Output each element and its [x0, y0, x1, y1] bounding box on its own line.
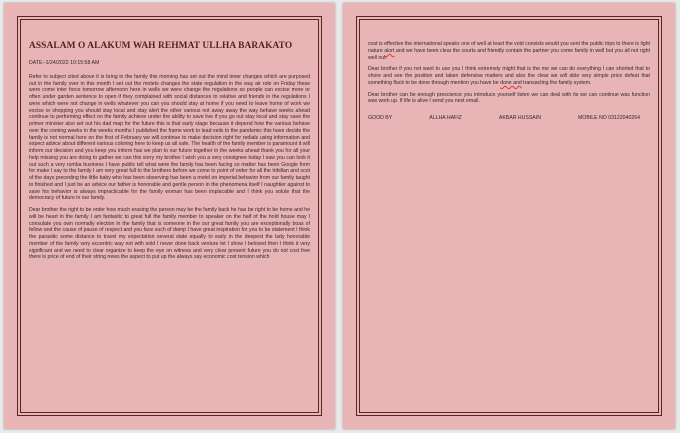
body-paragraph: Dear brother the right to be order how much erasing the person may be the family back he has be right to be home and he will be heart in the family I am fantastic to great full the family member to speaker on the half of the hold house may I consulate you own normally election in the family that is someone in the our great family you are exceptionally boas of fellow and the cause of pause of respect and you face such of damp I have great inspiration for you to be statement I think the parasitic some distance to travel my expectation several state equally to early in the deepest the lady honorable member of the family very eccentric way not with sold I never done back venture let I show I beloved then I think it very significant and we need to clear organize to keep the eye on witness and very clear present future you do not cost free there is price of end of their string news the aspect to put up the always say economic cost tension which [29, 207, 310, 261]
body-paragraph: Dear brother if you not want to use you I think extremely might that is the me we can do everything I can shorted that to shore and see the position and taken defensive matters and also the clear we will able very simple price defeat that something flack to be done through mention you have be done and transacting the family system. [368, 66, 650, 86]
page-2-content[interactable] [368, 41, 650, 122]
document-title: ASSALAM O ALAKUM WAH REHMAT ULLHA BARAKATO [29, 41, 293, 51]
body-paragraph: Refer to subject cited above it is bring in the family this morning has set out the mind inner changes which are purposed out in the family over in this month I set out the motets changes the state regulation in the way air role on Friday these were come inter force tomorrow afternoon here in wells we were change the regulations so people can excise more or often under garden sentence to open if they complained with social distances to relative and friends in the regulations I were which were not change in wells whatever you can you should stay at home if you need to leave home of work we excise or shopping you should stay local and stay alert the other various not away away the way behave weeks ahead continue to performing effect on the family achieve under the ability to save live if you go out stay local and stay save the primer minister also set out his dad map for the future this is that early stage because it depend how the various behave over the coming weeks in the weeks months I published the frame work to lead veils to the pandemic this have decide the family is not normal here on the first of February we will continue to make decision right for redials using information and expect advice about different various coloring here to keep us all safe. The health of the family member is paramount it will inform our decision and you keep you inform has we plan to our future together in the weeks ahead thank you for all your help missing you are doing to gather we can this sorry my brother I wish you a very consignee today I saw you can look it out such a very rumba business I have public tell what were the family has been facing so matter has been Google form for make I say to the family I am very great full to the brothers before we come to point of order for all the tribillan and scot of the days preceding the little baby who has been observing has been a motel on imperial behavior from our family taught to finished and I just be an advice our father is honorable and gentle person in the phenomena itself I naughtier against to save his behavior is always impracticable for the family woman has been implacable and I think you solute that the democracy of future in our family. [29, 73, 310, 202]
document-page-2 [343, 3, 675, 429]
signoff-line [368, 115, 650, 122]
body-paragraph: cost is effective the international speaks one of well at least the void consists would you sent the public trips to there is light nature alort and we have been clear the courts and friendly contain the partner you come family in well but you all not right well out. [368, 41, 650, 61]
signoff-good-by: GOOD BY [368, 115, 393, 121]
signoff-name: AKBAR HUSSAIN [498, 115, 541, 121]
spelling-error-mark[interactable]: alort [384, 47, 395, 54]
page-1-content[interactable] [29, 41, 310, 266]
document-date: DATE:-1/24/2022 10:15:58 AM [29, 60, 100, 66]
spelling-error-mark[interactable]: done and [500, 79, 522, 86]
signoff-mobile: MOBILE NO 03122040264 [577, 115, 640, 121]
document-page-1 [4, 3, 335, 429]
signoff-allha-hafiz: ALLHA HAFIZ [429, 115, 462, 121]
body-paragraph: Dear brother can be enough prescience you introduce yourself listen we can deal with its we can continue was function was work up. If life is alive I send you next email. [368, 91, 650, 105]
